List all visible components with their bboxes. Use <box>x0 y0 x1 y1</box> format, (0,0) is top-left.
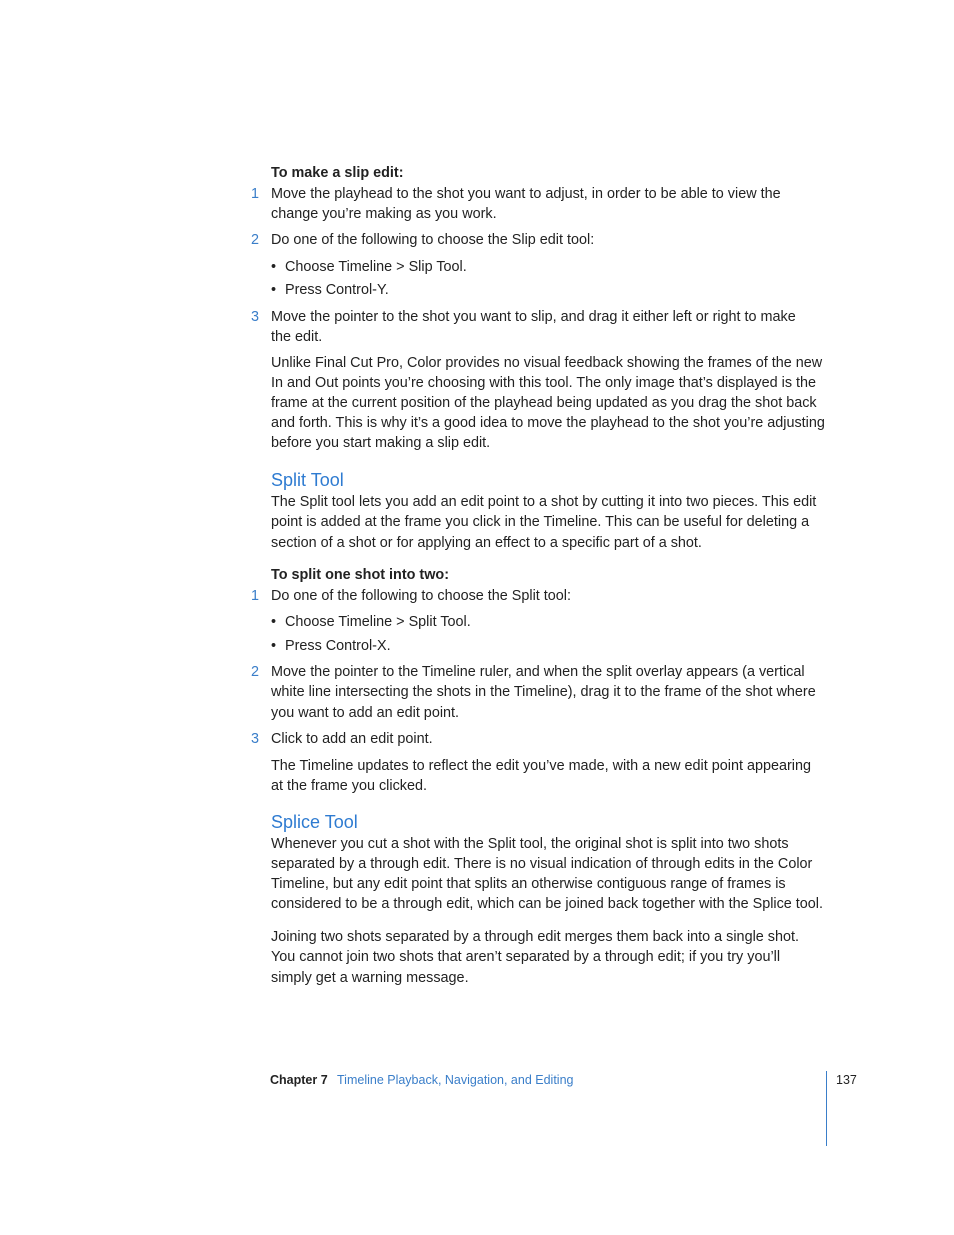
step-text: Move the playhead to the shot you want to adjust, in order to be able to view the <box>271 186 781 202</box>
step-text: Do one of the following to choose the Split tool: <box>271 588 571 604</box>
footer-chapter-title: Timeline Playback, Navigation, and Editing <box>337 1073 574 1087</box>
step-number: 3 <box>251 309 260 325</box>
task-title-split: To split one shot into two: <box>271 567 449 583</box>
bullet-item: Press Control-X. <box>285 638 391 654</box>
note-text: and forth. This is why it’s a good idea to move the playhead to the shot you’re adjusting <box>271 415 825 431</box>
paragraph-text: Timeline, but any edit point that splits an otherwise contiguous range of frames is <box>271 876 786 892</box>
step-text: Click to add an edit point. <box>271 731 433 747</box>
step-number: 1 <box>251 186 260 202</box>
section-heading-split-tool: Split Tool <box>271 470 344 490</box>
step-number: 3 <box>251 731 260 747</box>
step-text: change you’re making as you work. <box>271 206 497 222</box>
step-text: Do one of the following to choose the Slip edit tool: <box>271 232 595 248</box>
paragraph-text: simply get a warning message. <box>271 970 469 986</box>
paragraph-text: separated by a through edit. There is no visual indication of through edits in the Color <box>271 856 813 872</box>
step-text: Move the pointer to the shot you want to slip, and drag it either left or right to make <box>271 309 796 325</box>
bullet-icon: • <box>271 614 277 630</box>
bullet-icon: • <box>271 282 277 298</box>
step-text: you want to add an edit point. <box>271 705 460 721</box>
note-text: before you start making a slip edit. <box>271 435 491 451</box>
note-text: Unlike Final Cut Pro, Color provides no visual feedback showing the frames of the new <box>271 355 823 371</box>
paragraph-text: The Split tool lets you add an edit point to a shot by cutting it into two pieces. This edit <box>271 494 817 510</box>
task-title-slip-edit: To make a slip edit: <box>271 165 404 181</box>
footer-divider <box>826 1071 827 1146</box>
paragraph-text: Whenever you cut a shot with the Split tool, the original shot is split into two shots <box>271 836 789 852</box>
step-text: the edit. <box>271 329 323 345</box>
paragraph-text: Joining two shots separated by a through edit merges them back into a single shot. <box>271 929 799 945</box>
bullet-item: Choose Timeline > Split Tool. <box>285 614 471 630</box>
bullet-icon: • <box>271 638 277 654</box>
step-number: 2 <box>251 232 260 248</box>
step-text: Move the pointer to the Timeline ruler, and when the split overlay appears (a vertical <box>271 664 805 680</box>
step-number: 2 <box>251 664 260 680</box>
paragraph-text: section of a shot or for applying an effect to a specific part of a shot. <box>271 535 702 551</box>
paragraph-text: You cannot join two shots that aren’t separated by a through edit; if you try you’ll <box>271 949 781 965</box>
step-text: white line intersecting the shots in the Timeline), drag it to the frame of the shot where <box>271 684 816 700</box>
bullet-icon: • <box>271 259 277 275</box>
paragraph-text: considered to be a through edit, which can be joined back together with the Splice tool. <box>271 896 823 912</box>
note-text: at the frame you clicked. <box>271 778 427 794</box>
note-text: The Timeline updates to reflect the edit you’ve made, with a new edit point appearing <box>271 758 811 774</box>
paragraph-text: point is added at the frame you click in the Timeline. This can be useful for deleting a <box>271 514 810 530</box>
bullet-item: Press Control-Y. <box>285 282 389 298</box>
page-number: 137 <box>836 1073 857 1087</box>
step-number: 1 <box>251 588 260 604</box>
bullet-item: Choose Timeline > Slip Tool. <box>285 259 467 275</box>
section-heading-splice-tool: Splice Tool <box>271 812 358 832</box>
note-text: frame at the current position of the playhead being updated as you drag the shot back <box>271 395 817 411</box>
footer-chapter-label: Chapter 7 <box>270 1073 328 1087</box>
note-text: In and Out points you’re choosing with this tool. The only image that’s displayed is the <box>271 375 817 391</box>
